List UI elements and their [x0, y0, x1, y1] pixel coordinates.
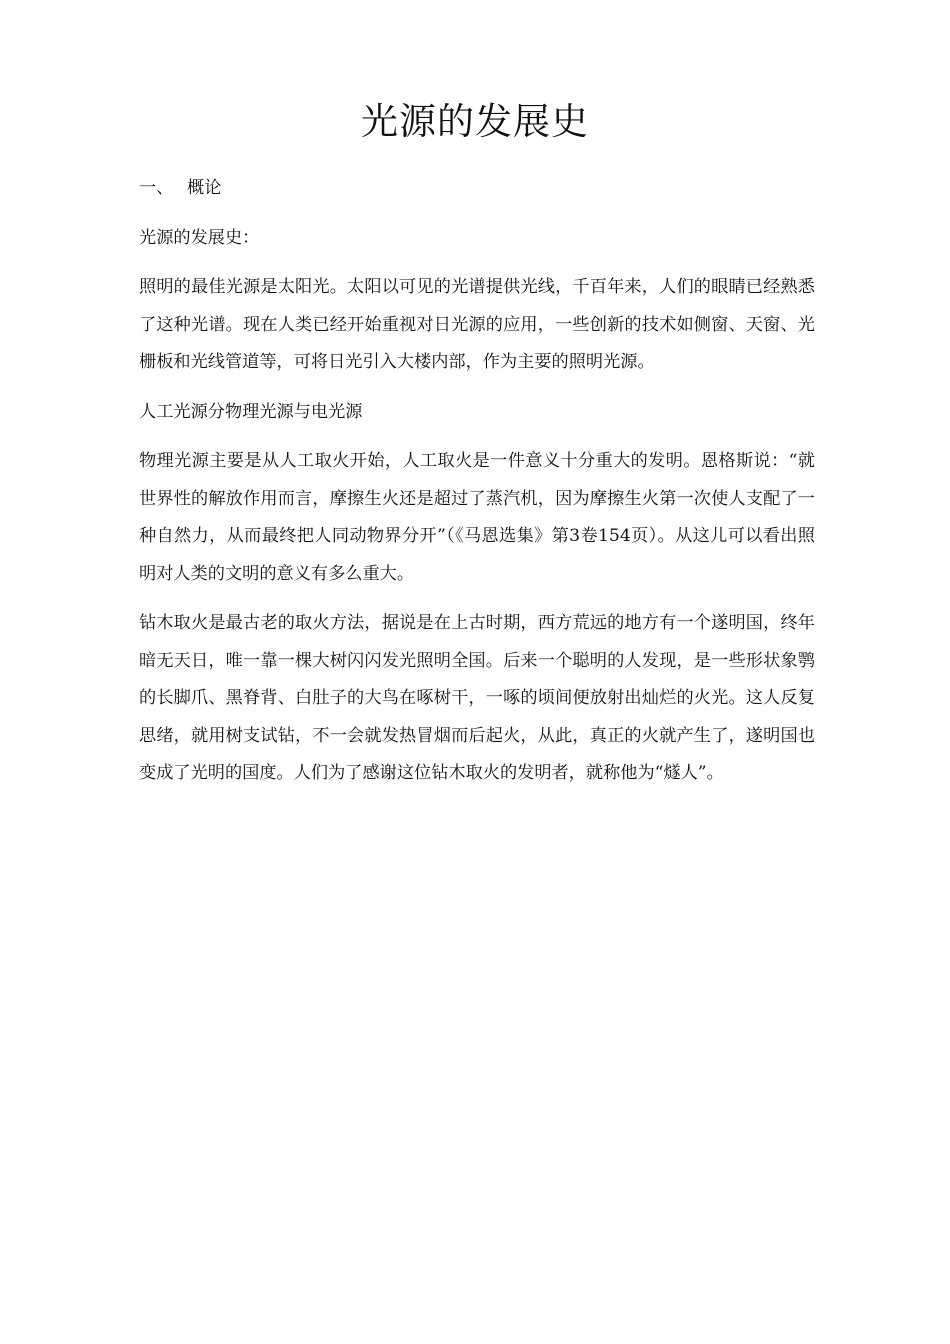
- paragraph-drill-fire: 钻木取火是最古老的取火方法，据说是在上古时期，西方荒远的地方有一个遂明国，终年暗无天日，唯一靠一棵大树闪闪发光照明全国。后来一个聪明的人发现，是一些形状象鹗的长脚爪、黑脊背、白肚子的大鸟在啄树干，一啄的顷间便放射出灿烂的火光。这人反复思绪，就用树支试钻，不一会就发热冒烟而后起火，从此，真正的火就产生了，遂明国也变成了光明的国度。人们为了感谢这位钻木取火的发明者，就称他为“燧人”。: [139, 613, 815, 783]
- document-title: 光源的发展史: [361, 100, 589, 143]
- paragraph-artificial-light: 人工光源分物理光源与电光源: [139, 401, 363, 422]
- paragraph-sunlight: 照明的最佳光源是太阳光。太阳以可见的光谱提供光线，千百年来，人们的眼睛已经熟悉了这种光谱。现在人类已经开始重视对日光源的应用，一些创新的技术如侧窗、天窗、光栅板和光线管道等，可将日光引入大楼内部，作为主要的照明光源。: [139, 277, 815, 372]
- section-label: 概论: [187, 178, 222, 198]
- paragraph-subtitle: 光源的发展史：: [139, 227, 260, 248]
- section-heading: [139, 170, 815, 208]
- section-number: 一、: [139, 178, 174, 198]
- document-body: [139, 170, 815, 805]
- paragraph-physical-light: 物理光源主要是从人工取火开始，人工取火是一件意义十分重大的发明。恩格斯说：“就世界性的解放作用而言，摩擦生火还是超过了蒸汽机，因为摩擦生火第一次使人支配了一种自然力，从而最终把人同动物界分开”（《马恩选集》第3卷154页）。从这儿可以看出照明对人类的文明的意义有多么重大。: [139, 451, 815, 584]
